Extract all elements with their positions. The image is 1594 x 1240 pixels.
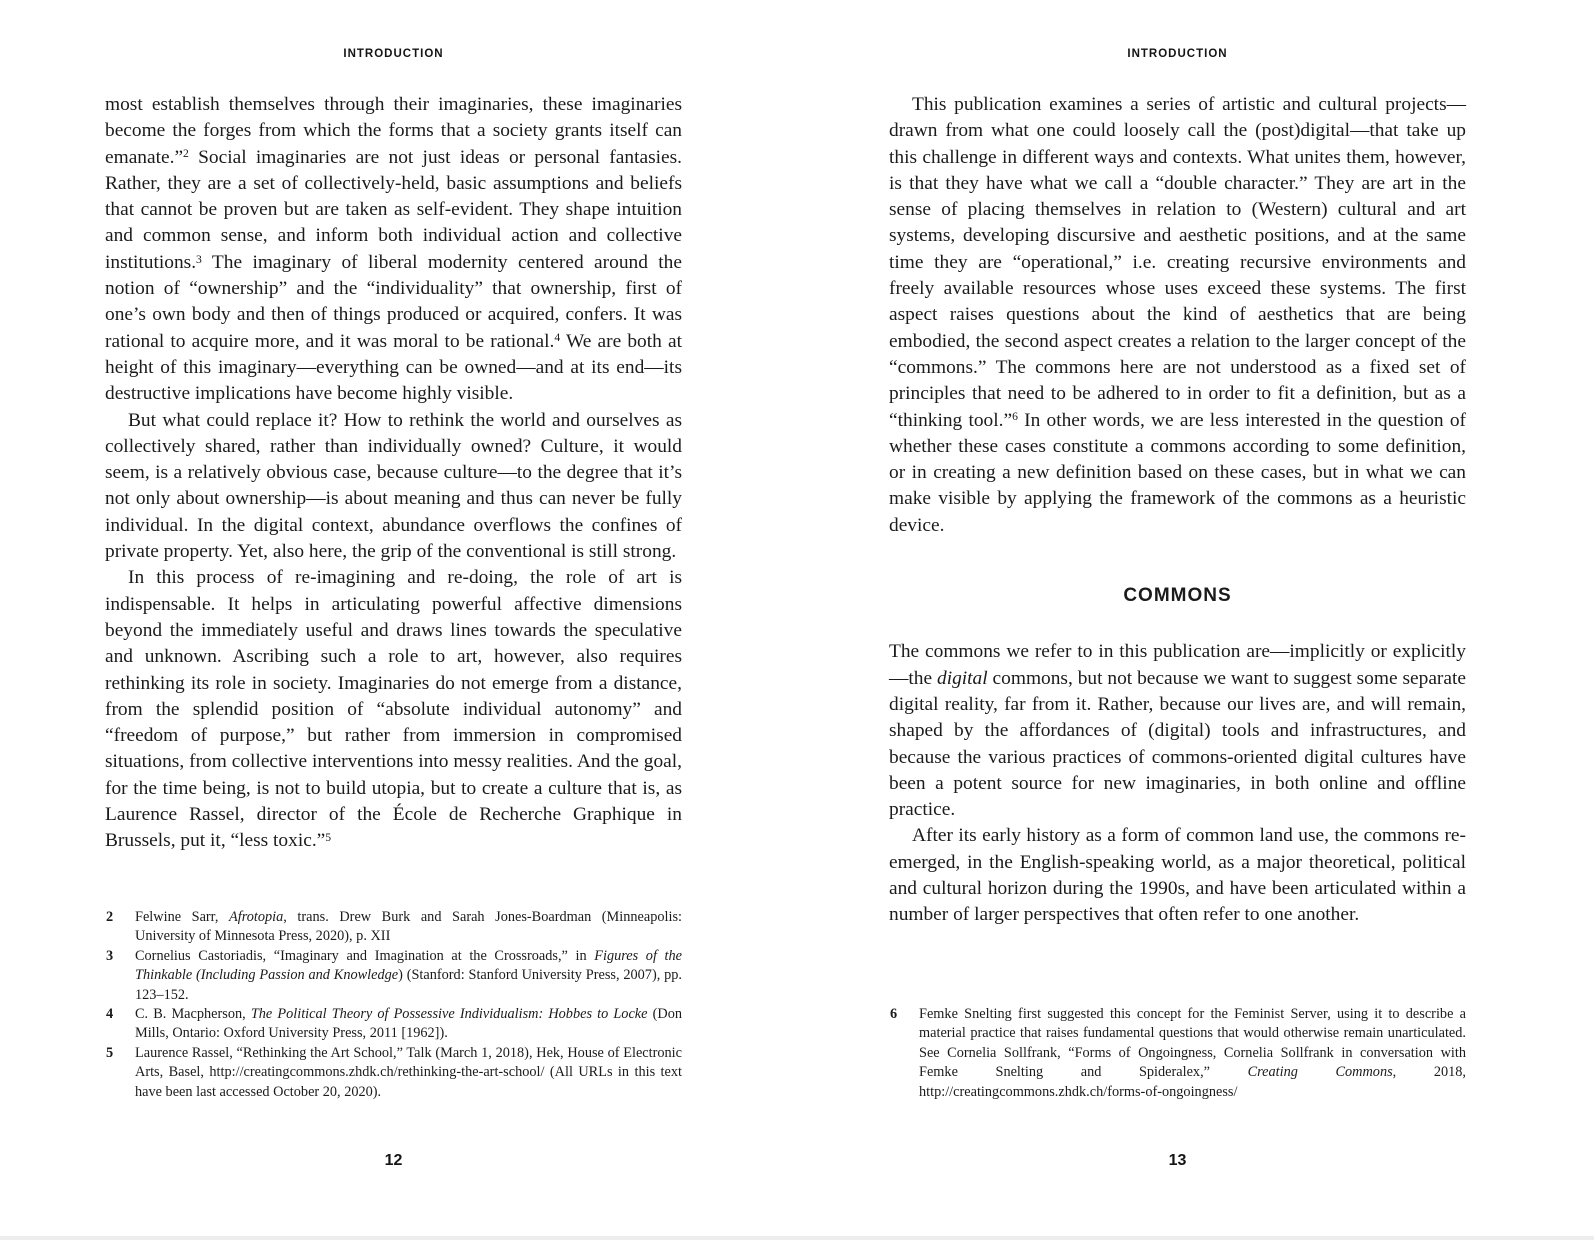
body-text-right (889, 92, 1466, 929)
paragraph: This publication examines a series of artistic and cultural projects—drawn from what one could loosely call the (post)digital—that take up this challenge in different ways and contexts. What unites them, however, is that they have what we call a “double character.” They are art in the sense of placing themselves in relation to (Western) cultural and art systems, developing discursive and aesthetic positions, and at the same time they are “operational,” i.e. creating recursive environments and freely available resources whose uses exceed these systems. The first aspect raises questions about the kind of aesthetics that are being embodied, the second aspect creates a relation to the larger concept of the “commons.” The commons here are not understood as a fixed set of principles that need to be adhered to in order to fit a definition, but as a “thinking tool.”$^6$ In other words, we are less interested in the question of whether these cases constitute a commons according to some definition, or in creating a new definition based on these cases, but in what we can make visible by applying the framework of the commons as a heuristic device. (889, 94, 1466, 536)
section-heading: COMMONS (1123, 585, 1232, 607)
paragraph: In this process of re-imagining and re-doing, the role of art is indispensable. It helps in articulating powerful affective dimensions beyond the immediately useful and draws lines towards the speculative and unknown. Ascribing such a role to art, however, also requires rethinking its role in society. Imaginaries do not emerge from a distance, from the splendid position of “absolute individual autonomy” and “freedom of purpose,” but rather from immersion in compromised situations, from collective interventions into messy realities. And the goal, for the time being, is not to build utopia, but to create a culture that is, as Laurence Rassel, director of the École de Recherche Graphique in Brussels, put it, “less toxic.”$^5$ (105, 567, 682, 852)
footnote-text: Felwine Sarr, Afrotopia, trans. Drew Burk and Sarah Jones-Boardman (Minneapolis: University of Minnesota Press, 2020), p. XII (135, 908, 682, 945)
paragraph: After its early history as a form of common land use, the commons re-emerged, in the English-speaking world, as a major theoretical, political and cultural horizon during the 1990s, and have been articulated within a number of larger perspectives that often refer to one another. (889, 825, 1466, 926)
footnote (105, 1044, 682, 1102)
paragraph: The commons we refer to in this publication are—implicitly or explicitly—the digital commons, but not because we want to suggest some separate digital reality, far from it. Rather, because our lives are, and will remain, shaped by the affordances of (digital) tools and infrastructures, and because the various practices of commons-oriented digital cultures have been a potent source for new imaginaries, in both online and offline practice. (889, 641, 1466, 821)
running-header-right: INTRODUCTION (1127, 48, 1228, 60)
page-right (889, 0, 1466, 1240)
footnote-number: 6 (890, 1005, 898, 1022)
body-text-left (105, 92, 682, 855)
footnote-number: 3 (106, 947, 114, 964)
footnote (105, 1005, 682, 1044)
page-number-left: 12 (384, 1152, 403, 1169)
page-number-right: 13 (1168, 1152, 1187, 1169)
footnote-text: Femke Snelting first suggested this concept for the Feminist Server, using it to describe a material practice that raises fundamental questions that would otherwise remain unarticulated. See Cornelia Sollfrank, “Forms of Ongoingness, Cornelia Sollfrank in conversation with Femke Snelting and Spideralex,” Creating Commons, 2018, http://creatingcommons.zhdk.ch/forms-of-ongoingness/ (919, 1005, 1466, 1100)
footnote-text: C. B. Macpherson, The Political Theory of Possessive Individualism: Hobbes to Locke (Don Mills, Ontario: Oxford University Press, 2011 [1962]). (135, 1005, 682, 1042)
footnote-text: Cornelius Castoriadis, “Imaginary and Imagination at the Crossroads,” in Figures of the Thinkable (Including Passion and Knowledge) (Stanford: Stanford University Press, 2007), pp. 123–152. (135, 947, 682, 1003)
footnote-number: 4 (106, 1005, 114, 1022)
page-left (105, 0, 682, 1240)
paragraph: most establish themselves through their imaginaries, these imaginaries become the forges from which the forms that a society grants itself can emanate.”$^2$ Social imaginaries are not just ideas or personal fantasies. Rather, they are a set of collectively-held, basic assumptions and beliefs that cannot be proven but are taken as self-evident. They shape intuition and common sense, and inform both individual action and collective institutions.$^3$ The imaginary of liberal modernity centered around the notion of “ownership” and the “individuality” that ownership, first of one’s own body and then of things produced or acquired, confers. It was rational to acquire more, and it was moral to be rational.$^4$ We are both at height of this imaginary—everything can be owned—and at its end—its destructive implications have become highly visible. (105, 94, 682, 405)
footnote-number: 5 (106, 1044, 114, 1061)
footnote-number: 2 (106, 908, 114, 925)
footnote (105, 908, 682, 947)
footnote-text: Laurence Rassel, “Rethinking the Art School,” Talk (March 1, 2018), Hek, House of Electronic Arts, Basel, http://creatingcommons.zhdk.ch/rethinking-the-art-school/ (All URLs in this text have been last accessed October 20, 2020). (135, 1044, 682, 1100)
running-header-left: INTRODUCTION (343, 48, 444, 60)
paragraph: But what could replace it? How to rethink the world and ourselves as collectively shared, rather than individually owned? Culture, it would seem, is a relatively obvious case, because culture—to the degree that it’s not only about ownership—is about meaning and thus can never be fully individual. In the digital context, abundance overflows the confines of private property. Yet, also here, the grip of the conventional is still strong. (105, 409, 682, 563)
footnotes-right (889, 1005, 1466, 1102)
footnote (105, 947, 682, 1005)
footnote (889, 1005, 1466, 1102)
footnotes-left (105, 908, 682, 1102)
